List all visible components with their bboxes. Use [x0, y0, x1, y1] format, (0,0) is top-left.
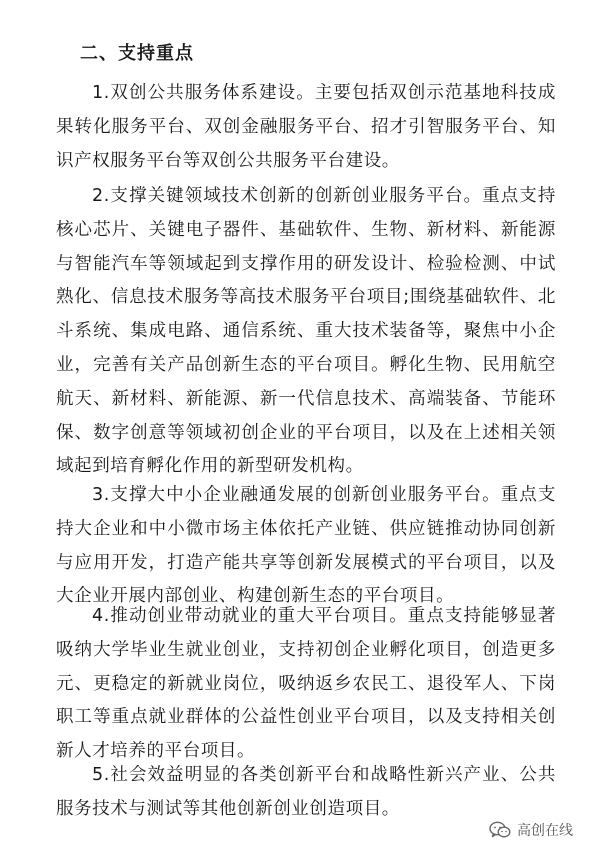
paragraph-item-3: 3.支撑大中小企业融通发展的创新创业服务平台。重点支持大企业和中小微市场主体依托产业链、供应链推动协同创新与应用开发，打造产能共享等创新发展模式的平台项目，以及大企业开展内部创业、构建创新生态的平台项目。 [56, 485, 556, 607]
paragraph-item-4: 4.推动创业带动就业的重大平台项目。重点支持能够显著吸纳大学毕业生就业创业，支持初创企业孵化项目，创造更多元、更稳定的新就业岗位，吸纳返乡农民工、退役军人、下岗职工等重点就业群体的公益性创业平台项目，以及支持相关创新人才培养的平台项目。 [56, 606, 556, 762]
source-watermark [489, 820, 573, 840]
paragraph-item-2: 2.支撑关键领域技术创新的创新创业服务平台。重点支持核心芯片、关键电子器件、基础软件、生物、新材料、新能源与智能汽车等领域起到支撑作用的研发设计、检验检测、中试熟化、信息技术服务等高技术服务平台项目;围绕基础软件、北斗系统、集成电路、通信系统、重大技术装备等，聚焦中小企业，完善有关产品创新生态的平台项目。孵化生物、民用航空航天、新材料、新能源、新一代信息技术、高端装备、节能环保、数字创意等领域初创企业的平台项目，以及在上述相关领域起到培育孵化作用的新型研发机构。 [56, 186, 556, 477]
watermark-text: 高创在线 [517, 823, 573, 839]
paragraph-item-1: 1.双创公共服务体系建设。主要包括双创示范基地科技成果转化服务平台、双创金融服务平台、招才引智服务平台、知识产权服务平台等双创公共服务平台建设。 [56, 83, 556, 171]
paragraph-item-5: 5.社会效益明显的各类创新平台和战略性新兴产业、公共服务技术与测试等其他创新创业创造项目。 [56, 765, 556, 819]
section-heading: 二、支持重点 [80, 43, 194, 64]
wechat-icon [489, 821, 511, 839]
